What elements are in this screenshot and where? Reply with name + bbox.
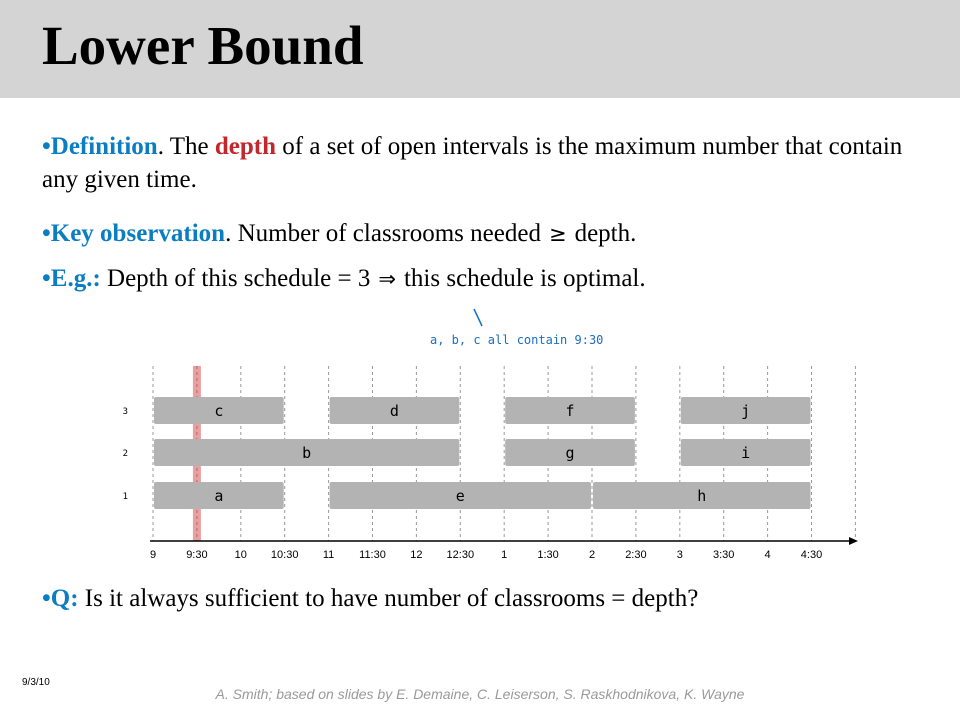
x-axis-arrow (849, 537, 858, 545)
x-tick-label: 2 (588, 549, 596, 561)
interval-label-a: a (214, 487, 224, 505)
x-tick-label: 10 (234, 549, 247, 561)
x-tick-label: 12 (410, 549, 423, 561)
x-tick-label: 3:30 (712, 549, 735, 561)
bullet-question (42, 582, 922, 615)
greater-equal-symbol: ≥ (548, 222, 567, 246)
x-tick-label: 4:30 (800, 549, 823, 561)
y-tick-label: 2 (122, 449, 128, 459)
bullet-mark: • (42, 220, 51, 247)
x-tick-label: 1:30 (537, 549, 559, 561)
x-tick-label: 11 (322, 549, 335, 561)
key-observation-text-2: depth. (574, 220, 637, 247)
bullet-mark: • (42, 585, 51, 612)
x-tick-label: 1 (501, 549, 508, 561)
interval-label-b: b (302, 444, 312, 462)
interval-label-c: c (214, 402, 224, 420)
example-text-1: Depth of this schedule = 3 (100, 265, 371, 292)
x-tick-label: 11:30 (359, 549, 386, 561)
key-observation-text-1: . Number of classrooms needed (225, 220, 541, 247)
interval-label-f: f (565, 402, 575, 420)
x-tick-label: 9:30 (186, 549, 208, 561)
footer-credit: A. Smith; based on slides by E. Demaine, C. Leiserson, S. Raskhodnikova, K. Wayne (215, 686, 745, 702)
bullet-mark: • (42, 265, 51, 292)
interval-label-e: e (455, 487, 465, 505)
annotation-pointer (474, 309, 482, 326)
y-tick-label: 1 (122, 492, 128, 502)
x-tick-label: 3 (676, 549, 683, 561)
interval-label-j: j (741, 402, 751, 420)
definition-label: Definition (50, 133, 158, 160)
bullet-mark: • (42, 133, 51, 160)
implies-symbol: ⇒ (378, 267, 396, 291)
example-text-2: this schedule is optimal. (403, 265, 646, 292)
y-tick-label: 3 (122, 407, 128, 417)
interval-label-h: h (697, 487, 707, 505)
footer-date: 9/3/10 (22, 677, 50, 688)
definition-text-1: . The (157, 133, 215, 160)
x-tick-label: 4 (764, 549, 771, 561)
interval-label-g: g (565, 444, 575, 462)
example-label: E.g.: (50, 265, 101, 292)
x-tick-label: 10:30 (270, 549, 299, 561)
question-label: Q: (50, 585, 79, 612)
key-observation-label: Key observation (50, 220, 226, 247)
question-text: Is it always sufficient to have number of classrooms = depth? (78, 585, 699, 612)
x-tick-label: 2:30 (625, 549, 647, 561)
interval-label-i: i (741, 444, 751, 462)
interval-label-d: d (389, 402, 399, 420)
definition-text-2: of a set of open intervals is the maximum number that contain any given time. (42, 133, 903, 193)
page-title: Lower Bound (42, 15, 364, 76)
x-tick-label: 9 (149, 549, 157, 561)
annotation-label: a, b, c all contain 9:30 (430, 333, 604, 347)
depth-keyword: depth (214, 133, 277, 160)
x-tick-label: 12:30 (446, 549, 475, 561)
